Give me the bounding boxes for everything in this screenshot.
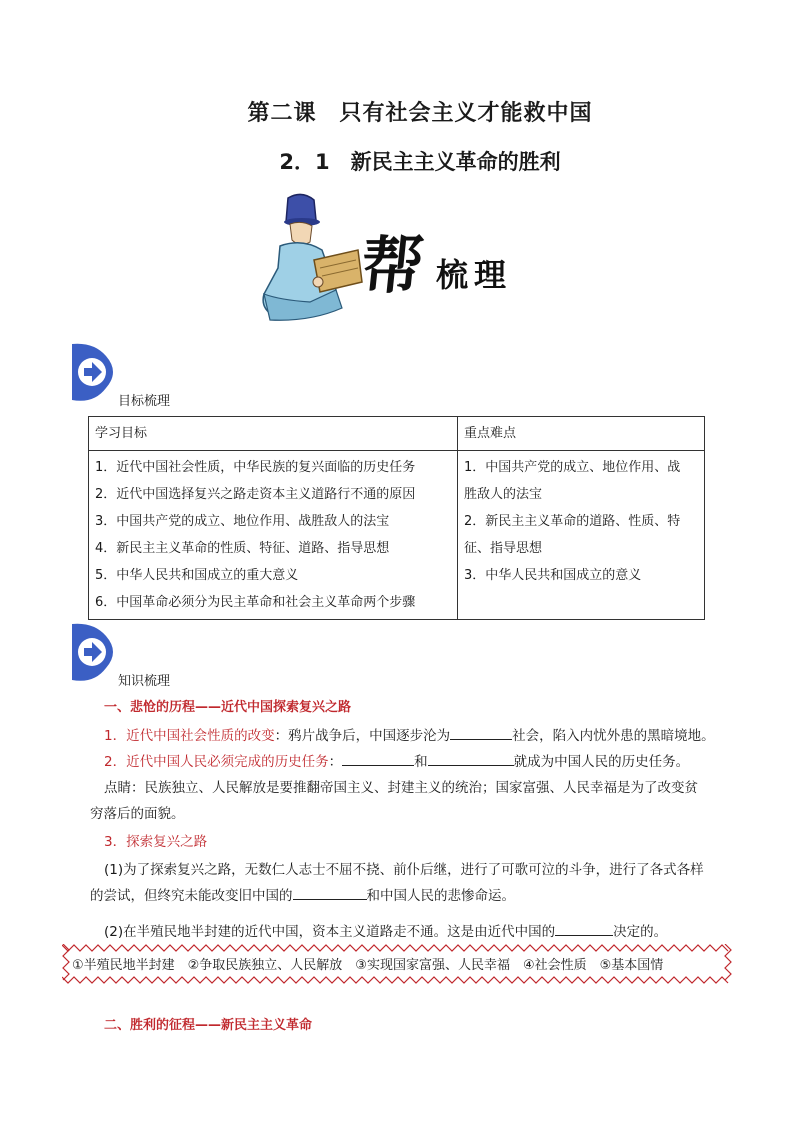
fill-blank bbox=[555, 921, 613, 936]
list-item: 3．中国共产党的成立、地位作用、战胜敌人的法宝 bbox=[95, 514, 390, 529]
list-item: 5．中华人民共和国成立的重大意义 bbox=[95, 568, 299, 583]
item3-label: 3．探索复兴之路 bbox=[104, 834, 208, 850]
item2-label: 2．近代中国人民必须完成的历史任务 bbox=[104, 754, 329, 770]
arrow-circle-icon bbox=[70, 622, 118, 686]
lesson-title: 第二课 只有社会主义才能救中国 bbox=[247, 101, 593, 126]
table-header-keypoints: 重点难点 bbox=[458, 417, 705, 451]
section-title: 2．1 新民主主义革命的胜利 bbox=[279, 150, 561, 174]
sub1-line: (1)为了探索复兴之路，无数仁人志士不屈不挠、前仆后继，进行了可歌可泣的斗争，进行了各式各样 bbox=[104, 862, 704, 878]
note-line: 点睛：民族独立、人民解放是要推翻帝国主义、封建主义的统治；国家富强、人民幸福是为了改变贫 bbox=[104, 780, 698, 796]
note-line: 穷落后的面貌。 bbox=[90, 806, 185, 822]
answer-text: ①半殖民地半封建 ②争取民族独立、人民解放 ③实现国家富强、人民幸福 ④社会性质 ⑤基本国情 bbox=[72, 958, 664, 973]
goal-table bbox=[88, 416, 705, 620]
part2-heading: 二、胜利的征程——新民主主义革命 bbox=[104, 1018, 313, 1033]
fill-blank bbox=[428, 751, 514, 766]
goals-list bbox=[89, 451, 458, 620]
banner-small-text: 梳理 bbox=[436, 256, 513, 294]
sub2-line: (2)在半殖民地半封建的近代中国，资本主义道路走不通。这是由近代中国的 决定的。 bbox=[104, 920, 667, 940]
fill-blank bbox=[342, 751, 414, 766]
list-item: 4．新民主主义革命的性质、特征、道路、指导思想 bbox=[95, 541, 390, 556]
keypoints-list bbox=[458, 451, 705, 620]
goal-section-label: 目标梳理 bbox=[118, 394, 171, 409]
table-header-goals: 学习目标 bbox=[89, 417, 458, 451]
part1-heading: 一、悲怆的历程——近代中国探索复兴之路 bbox=[104, 700, 352, 715]
list-item: 2．近代中国选择复兴之路走资本主义道路行不通的原因 bbox=[95, 487, 416, 502]
item2: 2．近代中国人民必须完成的历史任务： 和 就成为中国人民的历史任务。 bbox=[104, 750, 689, 770]
list-item: 2．新民主主义革命的道路、性质、特 bbox=[464, 514, 681, 529]
list-item: 胜敌人的法宝 bbox=[464, 487, 543, 502]
banner-illustration bbox=[250, 190, 550, 325]
list-item: 1．中国共产党的成立、地位作用、战 bbox=[464, 460, 681, 475]
arrow-circle-icon bbox=[70, 342, 118, 406]
item1: 1．近代中国社会性质的改变：鸦片战争后，中国逐步沦为 社会，陷入内忧外患的黑暗境地。 bbox=[104, 724, 715, 744]
sub1-line: 的尝试，但终究未能改变旧中国的 和中国人民的悲惨命运。 bbox=[90, 884, 515, 904]
fill-blank bbox=[293, 885, 367, 900]
banner-big-char: 帮 bbox=[357, 229, 428, 302]
item1-label: 1．近代中国社会性质的改变 bbox=[104, 728, 275, 744]
list-item: 3．中华人民共和国成立的意义 bbox=[464, 568, 642, 583]
list-item: 1．近代中国社会性质，中华民族的复兴面临的历史任务 bbox=[95, 460, 416, 475]
list-item: 征、指导思想 bbox=[464, 541, 543, 556]
list-item: 6．中国革命必须分为民主革命和社会主义革命两个步骤 bbox=[95, 595, 416, 610]
fill-blank bbox=[450, 725, 512, 740]
knowledge-section-label: 知识梳理 bbox=[118, 674, 171, 689]
answer-box bbox=[62, 944, 732, 984]
